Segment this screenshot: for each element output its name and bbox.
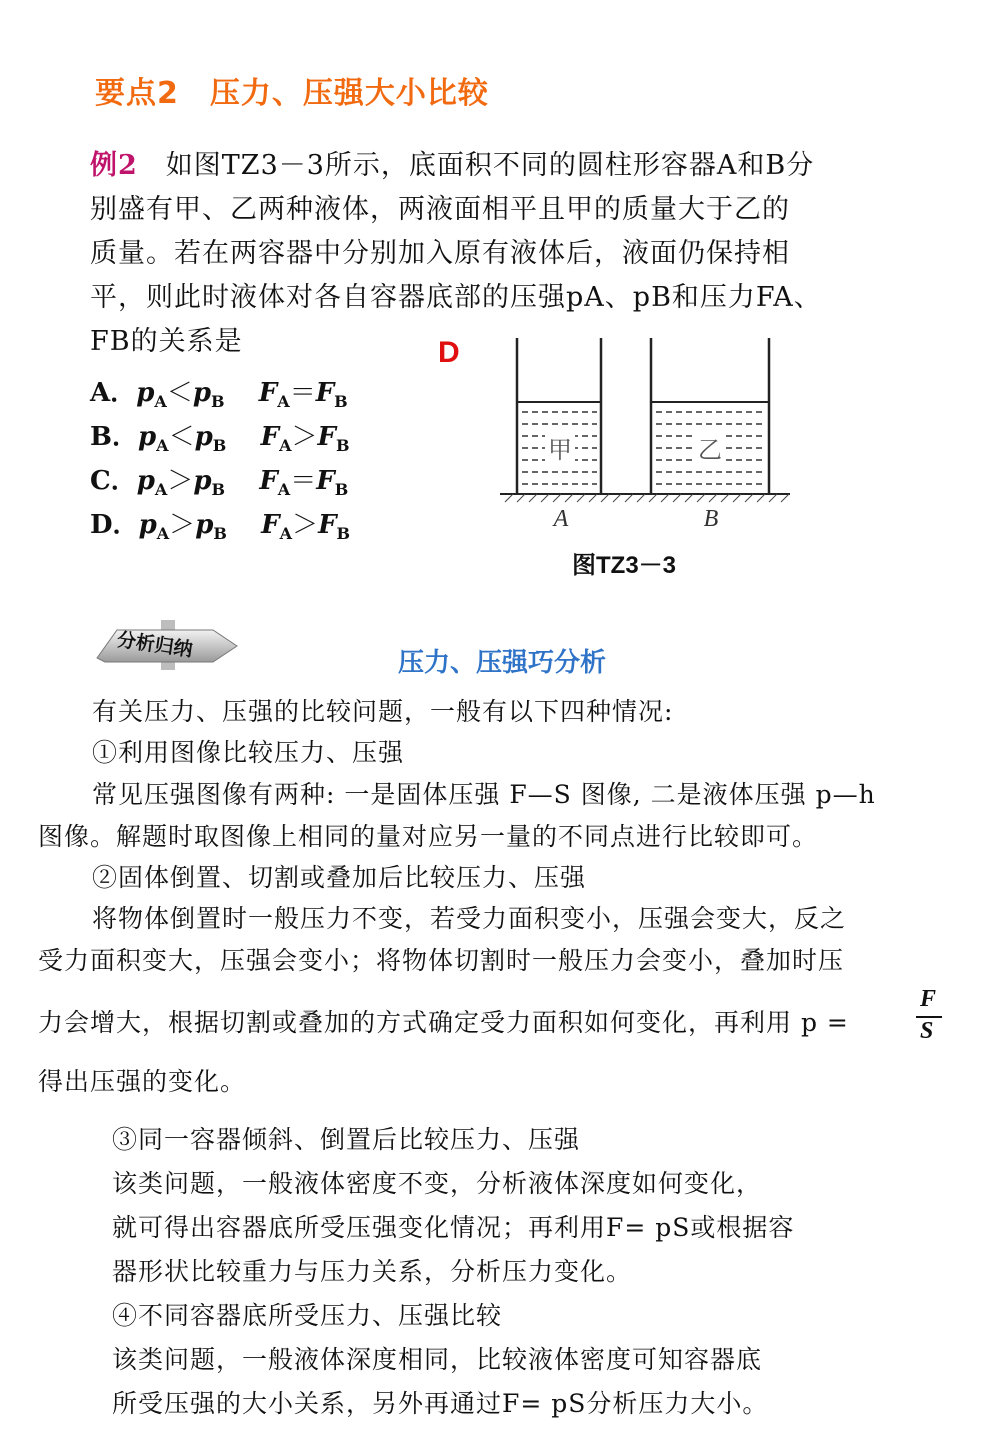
fraction-numerator: F	[920, 986, 937, 1012]
option-c[interactable]: C．$p_A>p_B$ $F_A=F_B$	[90, 466, 349, 500]
answer-mark: D	[438, 336, 460, 369]
option-d[interactable]: D．$p_A>p_B$ $F_A>F_B$	[90, 510, 351, 544]
analysis-item-3-line-1: 该类问题，一般液体密度不变，分析液体深度如何变化，	[112, 1169, 763, 1198]
analysis-title: 压力、压强巧分析	[398, 648, 607, 678]
example-line-1	[90, 144, 814, 188]
container-a-label: A	[553, 506, 569, 532]
example-line-3: 质量。若在两容器中分别加入原有液体后，液面仍保持相	[90, 238, 790, 269]
fraction-denominator: S	[920, 1018, 934, 1044]
analysis-item-1-heading: ①利用图像比较压力、压强	[92, 738, 405, 767]
analysis-item-2-line-3: 力会增大，根据切割或叠加的方式确定受力面积如何变化，再利用 p =	[38, 1008, 849, 1037]
example-line-5: FB的关系是	[90, 326, 243, 357]
container-b-label: B	[703, 506, 719, 532]
liquid-a-label: 甲	[548, 436, 572, 464]
option-b[interactable]: B．$p_A<p_B$ $F_A>F_B$	[90, 422, 350, 456]
container-figure	[495, 330, 795, 535]
section-title: 要点2 压力、压强大小比较	[95, 76, 489, 111]
example-line-2: 别盛有甲、乙两种液体，两液面相平且甲的质量大于乙的	[90, 194, 790, 225]
analysis-item-3-heading: ③同一容器倾斜、倒置后比较压力、压强	[112, 1125, 581, 1154]
analysis-badge	[95, 620, 245, 674]
analysis-item-3-line-3: 器形状比较重力与压力关系，分析压力变化。	[112, 1257, 633, 1286]
liquid-b-label: 乙	[698, 436, 722, 464]
figure-caption: 图TZ3－3	[572, 552, 677, 579]
analysis-badge-text: 分析归纳	[115, 628, 194, 662]
analysis-intro: 有关压力、压强的比较问题，一般有以下四种情况:	[92, 697, 674, 726]
option-a[interactable]: A．$p_A<p_B$ $F_A=F_B$	[90, 378, 348, 412]
analysis-item-2-line-1: 将物体倒置时一般压力不变，若受力面积变小，压强会变大，反之	[92, 904, 847, 933]
analysis-item-1-line-2: 图像。解题时取图像上相同的量对应另一量的不同点进行比较即可。	[38, 822, 819, 851]
example-label: 例2	[90, 150, 138, 181]
analysis-item-2-line-4: 得出压强的变化。	[38, 1067, 247, 1096]
analysis-item-2-line-2: 受力面积变大，压强会变小；将物体切割时一般压力会变小，叠加时压	[38, 946, 845, 975]
analysis-item-4-line-1: 该类问题，一般液体深度相同，比较液体密度可知容器底	[112, 1345, 763, 1374]
analysis-item-4-heading: ④不同容器底所受压力、压强比较	[112, 1301, 503, 1330]
analysis-item-4-line-2: 所受压强的大小关系，另外再通过F= pS分析压力大小。	[112, 1389, 769, 1418]
container-b	[651, 338, 769, 494]
analysis-item-1-line-1: 常见压强图像有两种: 一是固体压强 F—S 图像, 二是液体压强 p—h	[92, 780, 876, 809]
analysis-item-3-line-2: 就可得出容器底所受压强变化情况；再利用F= pS或根据容	[112, 1213, 795, 1242]
container-a	[517, 338, 601, 494]
example-text-1: 如图TZ3－3所示，底面积不同的圆柱形容器A和B分	[165, 150, 815, 181]
example-line-4: 平，则此时液体对各自容器底部的压强pA、pB和压力FA、	[90, 282, 822, 313]
analysis-item-2-heading: ②固体倒置、切割或叠加后比较压力、压强	[92, 863, 587, 892]
